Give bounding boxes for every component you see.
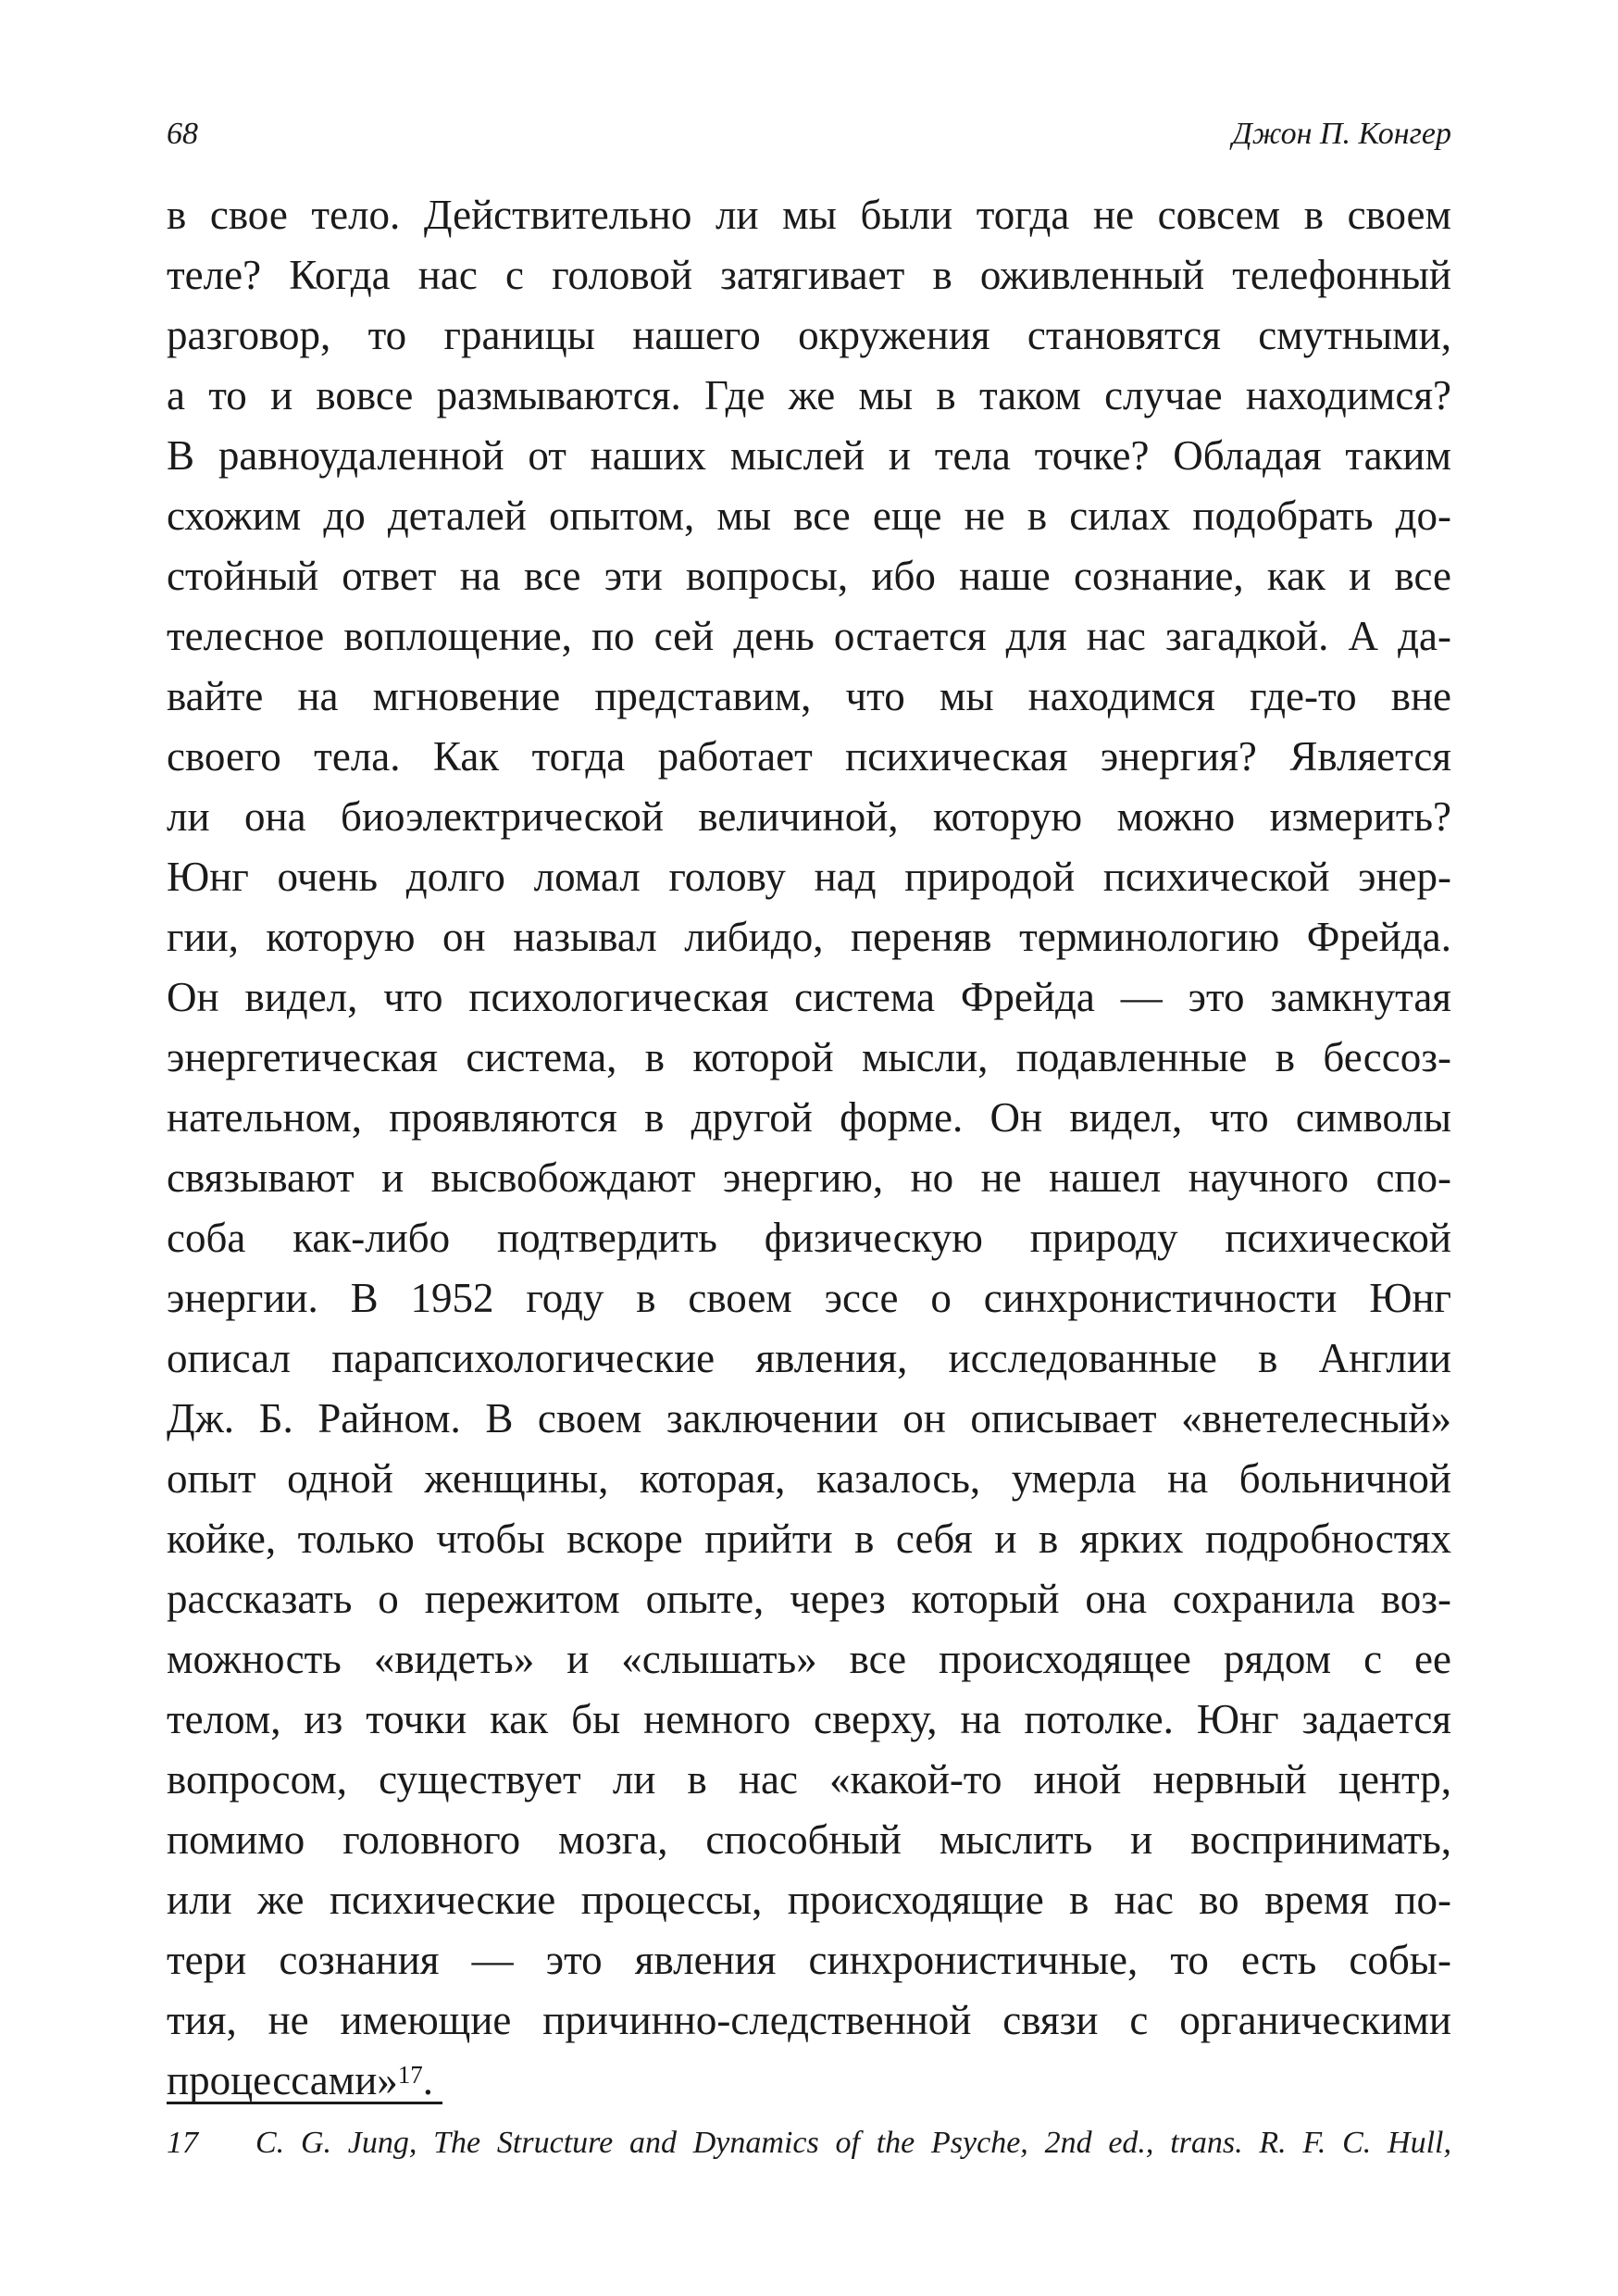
text-line: теле? Когда нас с головой затягивает в оживленный телефонный: [167, 252, 1451, 298]
text-line: тери сознания — это явления синхронистичные, то есть собы-: [167, 1937, 1451, 1983]
text-line: можность «видеть» и «слышать» все происходящее рядом с ее: [167, 1636, 1451, 1682]
text-line: в свое тело. Действительно ли мы были тогда не совсем в своем: [167, 192, 1451, 238]
text-line: ли она биоэлектрической величиной, которую можно измерить?: [167, 793, 1451, 840]
text-line: или же психические процессы, происходящие в нас во время по-: [167, 1877, 1451, 1923]
text-line: энергетическая система, в которой мысли, подавленные в бессоз-: [167, 1034, 1451, 1080]
page-number: 68: [167, 117, 198, 151]
text-line: В равноудаленной от наших мыслей и тела точке? Обладая таким: [167, 432, 1451, 479]
text-line: рассказать о пережитом опыте, через который она сохранила воз-: [167, 1576, 1451, 1622]
text-line: разговор, то границы нашего окружения становятся смутными,: [167, 312, 1451, 358]
footnote-text: C. G. Jung, The Structure and Dynamics of the Psyche, 2nd ed., trans. R. F. C. Hull,: [255, 2126, 1451, 2160]
text-line: вайте на мгновение представим, что мы находимся где-то вне: [167, 673, 1451, 719]
text-line: стойный ответ на все эти вопросы, ибо наше сознание, как и все: [167, 553, 1451, 599]
text-line: вопросом, существует ли в нас «какой-то иной нервный центр,: [167, 1756, 1451, 1803]
text-line: Он видел, что психологическая система Фрейда — это замкнутая: [167, 974, 1451, 1020]
text-line: Дж. Б. Райном. В своем заключении он описывает «внетелесный»: [167, 1395, 1451, 1441]
text-line: энергии. В 1952 году в своем эссе о синхронистичности Юнг: [167, 1275, 1451, 1321]
text-line: тия, не имеющие причинно-следственной связи с органическими: [167, 1997, 1451, 2043]
text-line: опыт одной женщины, которая, казалось, умерла на больничной: [167, 1455, 1451, 1502]
text-line: соба как-либо подтвердить физическую природу психической: [167, 1215, 1451, 1261]
text-line: помимо головного мозга, способный мыслить и воспринимать,: [167, 1816, 1451, 1863]
last-line-end: .: [422, 2057, 434, 2103]
text-line: нательном, проявляются в другой форме. Он видел, что символы: [167, 1094, 1451, 1141]
text-line: описал парапсихологические явления, исследованные в Англии: [167, 1335, 1451, 1381]
text-line: Юнг очень долго ломал голову над природой психической энер-: [167, 854, 1451, 900]
text-line: а то и вовсе размываются. Где же мы в таком случае находимся?: [167, 372, 1451, 418]
text-line: гии, которую он называл либидо, переняв терминологию Фрейда.: [167, 914, 1451, 960]
text-line: телесное воплощение, по сей день остается для нас загадкой. А да-: [167, 613, 1451, 659]
text-line: своего тела. Как тогда работает психическая энергия? Является: [167, 733, 1451, 780]
footnote: [167, 2122, 1451, 2165]
body-text: [167, 185, 1451, 2111]
footnote-number: 17: [167, 2126, 198, 2160]
text-line: связывают и высвобождают энергию, но не нашел научного спо-: [167, 1154, 1451, 1201]
text-line: койке, только чтобы вскоре прийти в себя и в ярких подробностях: [167, 1516, 1451, 1562]
footnote-reference[interactable]: 17: [397, 2061, 423, 2089]
last-line-text: процессами»: [167, 2057, 398, 2103]
running-title: Джон П. Конгер: [1232, 117, 1451, 151]
text-line: телом, из точки как бы немного сверху, на потолке. Юнг задается: [167, 1696, 1451, 1742]
running-header: [167, 117, 1451, 163]
footnote-divider: [167, 2102, 442, 2104]
text-line: схожим до деталей опытом, мы все еще не в силах подобрать до-: [167, 493, 1451, 539]
